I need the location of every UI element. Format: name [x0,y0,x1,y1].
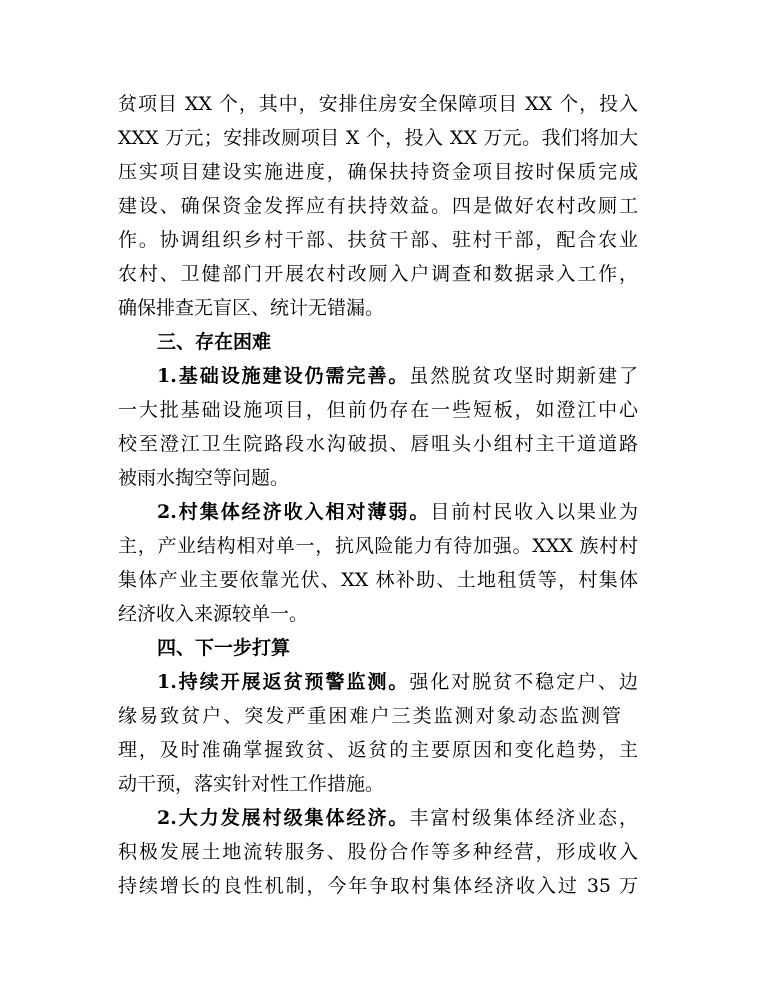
item-title: 2.村集体经济收入相对薄弱。 [157,501,431,523]
section-heading: 四、下一步打算 [157,637,291,659]
item-title: 1.基础设施建设仍需完善。 [157,365,410,387]
paragraph-line: 压实项目建设实施进度，确保扶持资金项目按时保质完成 [118,161,638,183]
paragraph-line: 农村、卫健部门开展农村改厕入户调查和数据录入工作， [118,263,638,285]
paragraph-line: 作。协调组织乡村干部、扶贫干部、驻村干部，配合农业 [118,229,638,251]
paragraph-line: 缘易致贫户、突发严重困难户三类监测对象动态监测管 [118,705,621,727]
item-first-line [157,359,638,393]
item-first-line [157,665,638,699]
item-text: 丰富村级集体经济业态， [409,807,638,829]
paragraph-line: 理，及时准确掌握致贫、返贫的主要原因和变化趋势，主 [118,739,638,761]
item-text: 虽然脱贫攻坚时期新建了 [409,365,638,387]
paragraph-line: 积极发展土地流转服务、股份合作等多种经营，形成收入 [118,841,638,863]
item-text: 强化对脱贫不稳定户、边 [409,671,638,693]
paragraph-line: 持续增长的良性机制，今年争取村集体经济收入过 35 万 [118,875,638,897]
paragraph-line: 被雨水掏空等问题。 [118,467,290,489]
paragraph-line: 贫项目 XX 个，其中，安排住房安全保障项目 XX 个，投入 [118,93,638,115]
paragraph-line: 校至澄江卫生院路段水沟破损、唇咀头小组村主干道道路 [118,433,638,455]
paragraph-line: 一大批基础设施项目，但前仍存在一些短板，如澄江中心 [118,399,638,421]
paragraph-line: XXX 万元；安排改厕项目 X 个，投入 XX 万元。我们将加大 [118,127,638,149]
paragraph-line: 主，产业结构相对单一，抗风险能力有待加强。XXX 族村村 [118,535,638,557]
item-text: 目前村民收入以果业为 [430,501,638,523]
paragraph-line: 经济收入来源较单一。 [118,603,309,625]
paragraph-line: 确保排查无盲区、统计无错漏。 [118,297,385,319]
paragraph-line: 动干预，落实针对性工作措施。 [118,773,385,795]
item-first-line [157,801,638,835]
item-first-line [157,495,638,529]
item-title: 1.持续开展返贫预警监测。 [157,671,410,693]
paragraph-line: 集体产业主要依靠光伏、XX 林补助、土地租赁等，村集体 [118,569,638,591]
paragraph-line: 建设、确保资金发挥应有扶持效益。四是做好农村改厕工 [118,195,638,217]
item-title: 2.大力发展村级集体经济。 [157,807,410,829]
section-heading: 三、存在困难 [157,331,272,353]
